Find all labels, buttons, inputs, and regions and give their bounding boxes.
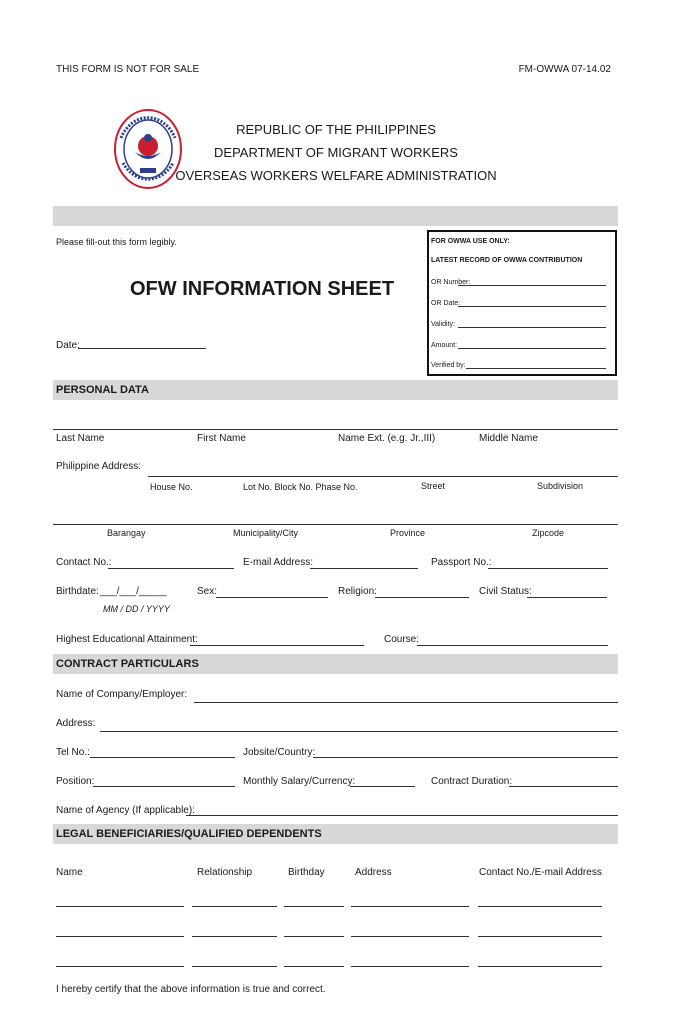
beneficiaries-heading: LEGAL BENEFICIARIES/QUALIFIED DEPENDENTS [56, 828, 322, 840]
beneficiary-address-field[interactable] [351, 936, 469, 937]
jobsite-field[interactable] [313, 757, 618, 758]
beneficiary-relationship-field[interactable] [192, 936, 277, 937]
agency-label: Name of Agency (If applicable): [56, 805, 195, 816]
beneficiary-name-field[interactable] [56, 966, 184, 967]
civil-status-label: Civil Status: [479, 586, 532, 597]
tel-no-field[interactable] [90, 757, 235, 758]
beneficiary-name-header: Name [56, 867, 83, 878]
jobsite-label: Jobsite/Country: [243, 747, 316, 758]
birthdate-label: Birthdate: [56, 586, 99, 597]
first-name-label: First Name [197, 433, 246, 444]
beneficiary-relationship-header: Relationship [197, 867, 253, 878]
lot-block-phase-label: Lot No. Block No. Phase No. [243, 482, 358, 492]
contract-heading: CONTRACT PARTICULARS [56, 658, 199, 670]
municipality-label: Municipality/City [233, 528, 299, 538]
personal-data-heading: PERSONAL DATA [56, 384, 149, 396]
religion-field[interactable] [375, 597, 469, 598]
not-for-sale-note: THIS FORM IS NOT FOR SALE [56, 64, 200, 75]
name-field-line[interactable] [53, 429, 618, 430]
province-label: Province [390, 528, 426, 538]
beneficiary-relationship-field[interactable] [192, 966, 277, 967]
birthdate-field[interactable]: ___/___/_____ [100, 586, 167, 597]
agency-field[interactable] [186, 815, 618, 816]
beneficiary-contact-field[interactable] [478, 906, 602, 907]
form-code: FM-OWWA 07-14.02 [518, 64, 611, 75]
subdivision-label: Subdivision [537, 481, 584, 491]
civil-status-field[interactable] [527, 597, 607, 598]
contact-no-field[interactable] [108, 568, 234, 569]
beneficiary-name-field[interactable] [56, 906, 184, 907]
name-ext-label: Name Ext. (e.g. Jr.,III) [338, 433, 436, 444]
or-number-field[interactable] [458, 285, 606, 286]
contract-duration-field[interactable] [509, 786, 618, 787]
amount-field[interactable] [458, 348, 606, 349]
sex-label: Sex: [197, 586, 218, 597]
date-label: Date: [56, 340, 80, 351]
department-heading: DEPARTMENT OF MIGRANT WORKERS [214, 145, 458, 160]
validity-label: Validity: [431, 321, 455, 328]
beneficiary-address-field[interactable] [351, 966, 469, 967]
passport-field[interactable] [488, 568, 608, 569]
beneficiary-contact-field[interactable] [478, 966, 602, 967]
employer-label: Name of Company/Employer: [56, 689, 188, 700]
beneficiary-contact-header: Contact No./E-mail Address [479, 867, 602, 878]
beneficiary-relationship-field[interactable] [192, 906, 277, 907]
amount-label: Amount: [431, 342, 458, 349]
owwa-heading: OVERSEAS WORKERS WELFARE ADMINISTRATION [175, 168, 497, 183]
or-date-field[interactable] [458, 306, 606, 307]
beneficiary-contact-field[interactable] [478, 936, 602, 937]
position-field[interactable] [93, 786, 235, 787]
date-field[interactable] [78, 348, 206, 349]
house-no-label: House No. [150, 482, 193, 492]
address-line-2-field[interactable] [53, 524, 618, 525]
contact-no-label: Contact No.: [56, 557, 112, 568]
passport-label: Passport No.: [431, 557, 492, 568]
employer-field[interactable] [194, 702, 618, 703]
certification-statement: I hereby certify that the above information is true and correct. [56, 984, 326, 995]
beneficiary-birthday-header: Birthday [288, 867, 325, 878]
or-date-label: OR Date: [431, 300, 461, 307]
sex-field[interactable] [216, 597, 328, 598]
education-field[interactable] [190, 645, 364, 646]
instruction-text: Please fill-out this form legibly. [56, 237, 177, 247]
email-label: E-mail Address: [243, 557, 314, 568]
form-title: OFW INFORMATION SHEET [130, 278, 395, 300]
salary-label: Monthly Salary/Currency: [243, 776, 356, 787]
employer-address-label: Address: [56, 718, 96, 729]
street-label: Street [421, 481, 446, 491]
address-line-1-field[interactable] [148, 476, 618, 477]
barangay-label: Barangay [107, 528, 146, 538]
beneficiary-birthday-field[interactable] [284, 906, 344, 907]
beneficiary-address-field[interactable] [351, 906, 469, 907]
course-field[interactable] [417, 645, 608, 646]
owwa-use-only-heading: FOR OWWA USE ONLY: [431, 238, 510, 245]
zipcode-label: Zipcode [532, 528, 565, 538]
verified-by-label: Verified by: [431, 362, 466, 369]
tel-no-label: Tel No.: [56, 747, 90, 758]
validity-field[interactable] [458, 327, 606, 328]
beneficiary-name-field[interactable] [56, 936, 184, 937]
beneficiary-address-header: Address [355, 867, 392, 878]
beneficiary-birthday-field[interactable] [284, 936, 344, 937]
philippine-address-label: Philippine Address: [56, 461, 142, 472]
or-number-label: OR Number: [431, 279, 471, 286]
beneficiary-birthday-field[interactable] [284, 966, 344, 967]
header-divider-band [53, 206, 618, 226]
contract-duration-label: Contract Duration: [431, 776, 513, 787]
salary-field[interactable] [350, 786, 415, 787]
education-label: Highest Educational Attainment: [56, 634, 198, 645]
birthdate-format-hint: MM / DD / YYYY [103, 604, 170, 614]
republic-heading: REPUBLIC OF THE PHILIPPINES [236, 122, 436, 137]
verified-by-field[interactable] [466, 368, 606, 369]
middle-name-label: Middle Name [479, 433, 538, 444]
course-label: Course: [384, 634, 420, 645]
position-label: Position: [56, 776, 95, 787]
religion-label: Religion: [338, 586, 377, 597]
contribution-record-heading: LATEST RECORD OF OWWA CONTRIBUTION [431, 257, 583, 264]
email-field[interactable] [310, 568, 418, 569]
last-name-label: Last Name [56, 433, 105, 444]
employer-address-field[interactable] [100, 731, 618, 732]
